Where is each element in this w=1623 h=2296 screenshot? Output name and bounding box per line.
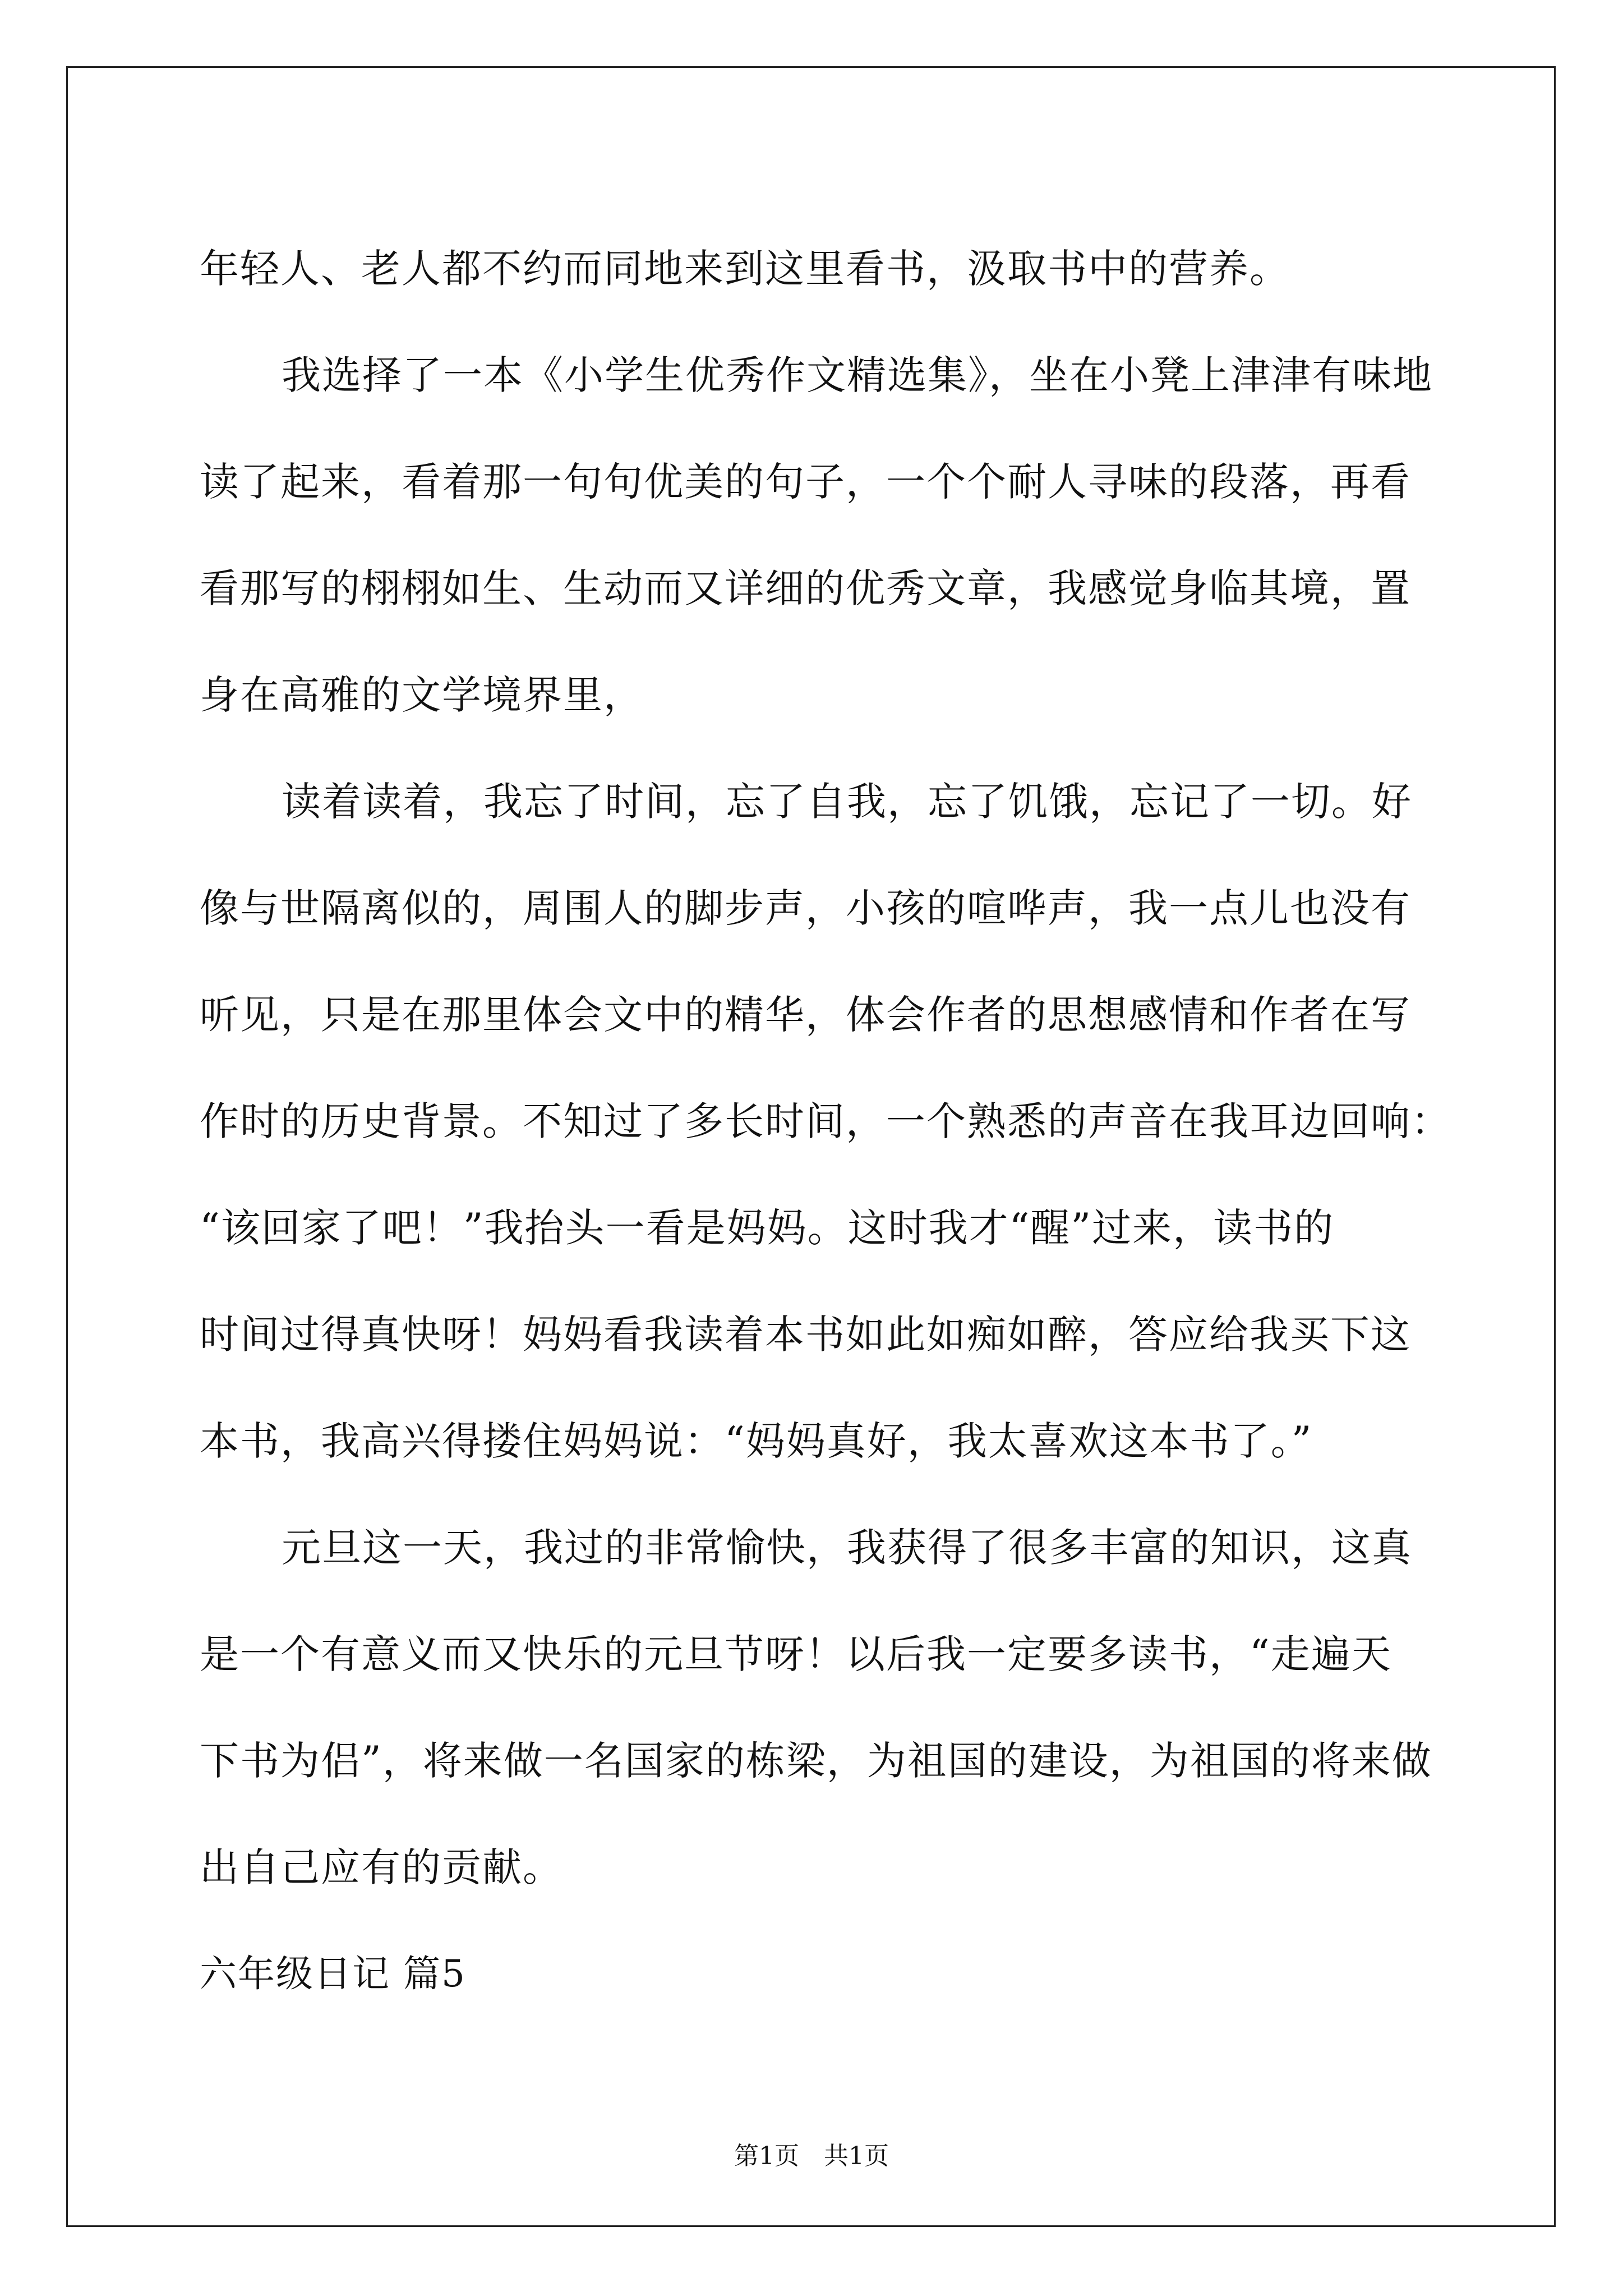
text-line: 像与世隔离似的，周围人的脚步声，小孩的喧哗声，我一点儿也没有 (200, 885, 1411, 931)
paragraph-start-line: 元旦这一天，我过的非常愉快，我获得了很多丰富的知识，这真 (282, 1525, 1412, 1571)
section-heading: 六年级日记 篇5 (200, 1952, 466, 1995)
document-body (200, 215, 1451, 2027)
text-line: 时间过得真快呀！妈妈看我读着本书如此如痴如醉，答应给我买下这 (200, 1312, 1411, 1358)
paragraph-start-line: 我选择了一本《小学生优秀作文精选集》，坐在小凳上津津有味地 (282, 352, 1433, 398)
text-line: 本书，我高兴得搂住妈妈说：“妈妈真好，我太喜欢这本书了。” (200, 1418, 1313, 1464)
text-line: 年轻人、老人都不约而同地来到这里看书，汲取书中的营养。 (200, 246, 1290, 292)
text-line: 作时的历史背景。不知过了多长时间，一个熟悉的声音在我耳边回响： (200, 1098, 1451, 1144)
text-line: 读了起来，看着那一句句优美的句子，一个个耐人寻味的段落，再看 (200, 459, 1411, 505)
text-line: 身在高雅的文学境界里， (200, 672, 644, 718)
paragraph-start-line: 读着读着，我忘了时间，忘了自我，忘了饥饿，忘记了一切。好 (282, 779, 1412, 825)
text-line: 是一个有意义而又快乐的元旦节呀！以后我一定要多读书，“走遍天 (200, 1631, 1392, 1677)
text-line: 出自己应有的贡献。 (200, 1844, 563, 1890)
text-line: “该回家了吧！”我抬头一看是妈妈。这时我才“醒”过来，读书的 (200, 1205, 1335, 1251)
page-footer: 第1页 共1页 (734, 2142, 889, 2170)
text-line: 看那写的栩栩如生、生动而又详细的优秀文章，我感觉身临其境，置 (200, 565, 1411, 611)
text-line: 下书为侣”，将来做一名国家的栋梁，为祖国的建设，为祖国的将来做 (200, 1738, 1432, 1784)
text-line: 听见，只是在那里体会文中的精华，体会作者的思想感情和作者在写 (200, 992, 1411, 1038)
